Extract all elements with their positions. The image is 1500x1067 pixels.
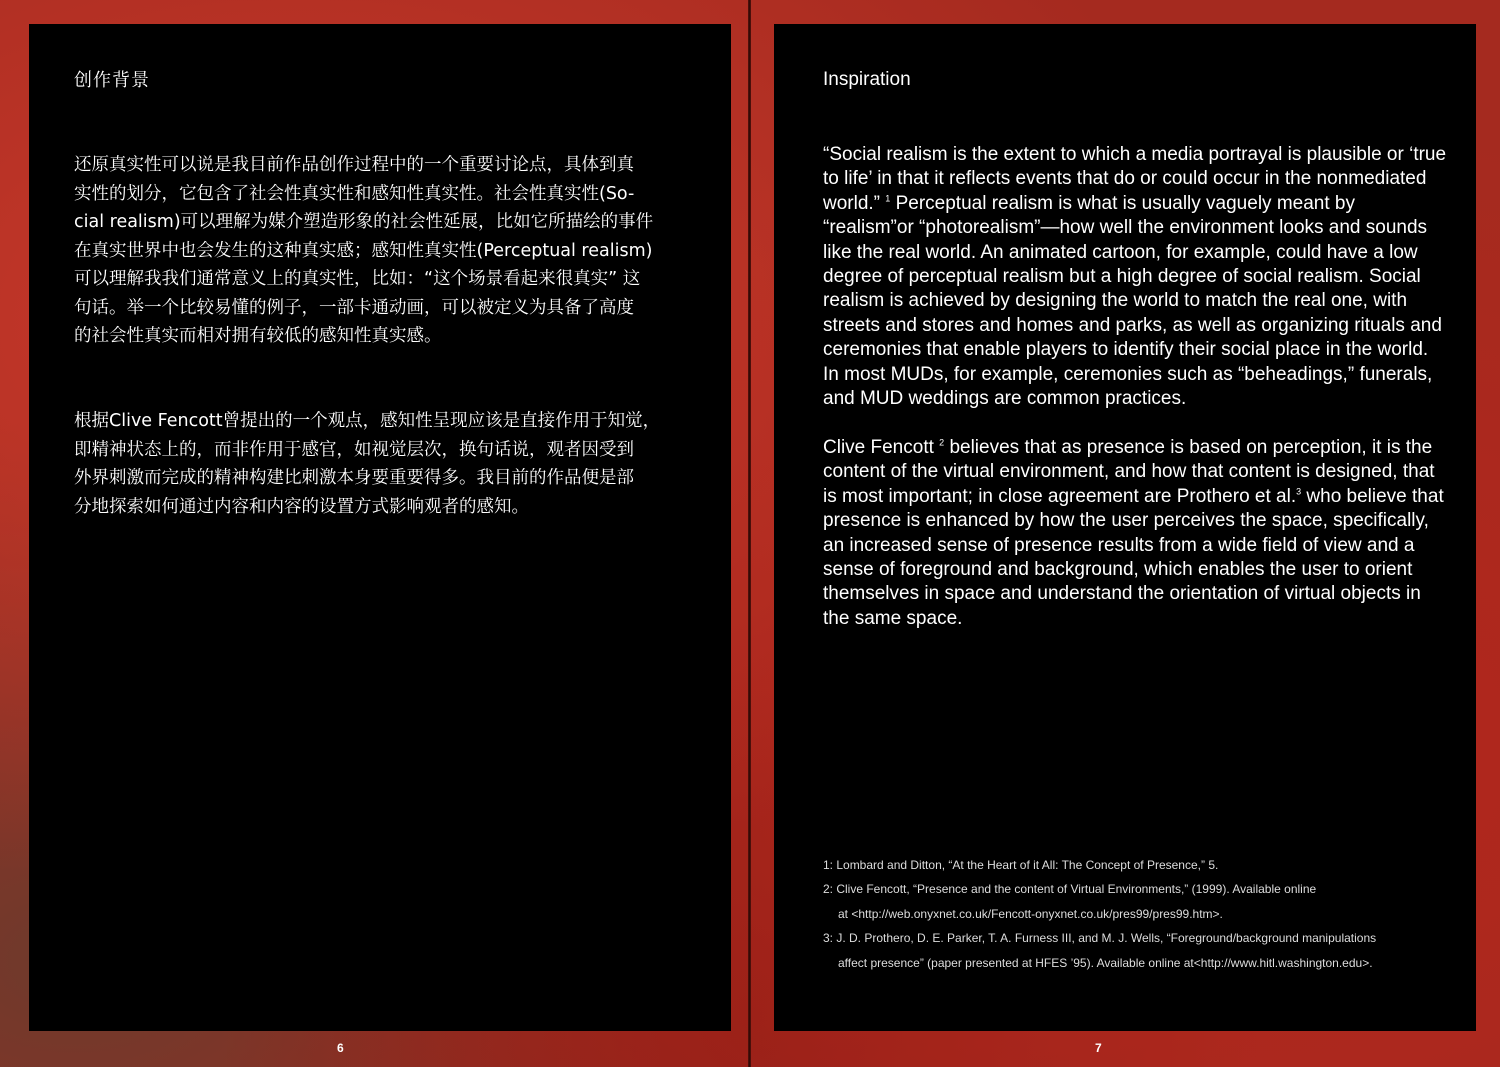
footnote-1: 1: Lombard and Ditton, “At the Heart of it All: The Concept of Presence,” 5. (823, 858, 1219, 872)
page-number-right: 7 (1095, 1041, 1102, 1055)
footnote-3: 3: J. D. Prothero, D. E. Parker, T. A. Furness III, and M. J. Wells, “Foreground/background manipulations (823, 931, 1377, 946)
left-page (29, 24, 731, 1031)
footnote-ref-2: 2 (939, 437, 945, 448)
footnotes (823, 853, 1463, 975)
right-page (774, 24, 1476, 1031)
footnote-2: 2: Clive Fencott, “Presence and the content of Virtual Environments,” (1999). Available online (823, 882, 1317, 897)
left-paragraph-2: 根据Clive Fencott曾提出的一个观点，感知性呈现应该是直接作用于知觉， 即精神状态上的，而非作用于感官，如视觉层次，换句话说，观者因受到 外界刺激而完成的精神构建比刺激本身要重要得多。我目前的作品便是部 分地探索如何通过内容和内容的设置方式影响观者的感知。 (74, 411, 661, 517)
spread-gutter (748, 0, 751, 1067)
right-paragraph-1 (823, 143, 1448, 411)
right-paragraph-2 (823, 436, 1448, 631)
footnote-ref-3: 3 (1296, 486, 1302, 497)
right-p2-text-c: who believe that presence is enhanced by how the user perceives the space, specifically, an increased sense of presence results from a wide field of view and a sense of foreground and background, which enables the user to orient themselves in space and understand the orientation of virtual objects in the same space. (823, 485, 1444, 629)
page-number-left: 6 (337, 1041, 344, 1055)
right-p1-text-a: “Social realism is the extent to which a media portrayal is plausible or ‘true to life’ in that it reflects events that do or could occur in the nonmediated world.” (823, 144, 1447, 214)
footnote-ref-1: 1 (885, 193, 891, 204)
footnote-2-continued: at <http://web.onyxnet.co.uk/Fencott-onyxnet.co.uk/pres99/pres99.htm>. (838, 906, 1223, 921)
right-p1-text-b: Perceptual realism is what is usually vaguely meant by “realism”or “photorealism”—how well the environment looks and sounds like the real world. An animated cartoon, for example, could have a low degree of perceptual realism but a high degree of social realism. Social realism is achieved by designing the world to match the real one, with streets and stores and homes and parks, as well as organizing rituals and ceremonies that enable players to identify their social place in the world. In most MUDs, for example, ceremonies such as “beheadings,” funerals, and MUD weddings are common practices. (823, 192, 1442, 410)
left-page-title: 创作背景 (74, 70, 150, 91)
right-p2-text-b: believes that as presence is based on perception, it is the content of the virtual environment, and how that content is designed, that is most important; in close agreement are Prothero et al. (823, 437, 1435, 507)
left-paragraph-1: 还原真实性可以说是我目前作品创作过程中的一个重要讨论点，具体到真 实性的划分，它包含了社会性真实性和感知性真实性。社会性真实性(So- cial realism)可以理解为媒介塑造形象的社会性延展，比如它所描绘的事件 在真实世界中也会发生的这种真实感；感知性真实性(Perceptual realism) 可以理解我我们通常意义上的真实性，比如：“这个场景看起来很真实” 这 句话。举一个比较易懂的例子，一部卡通动画，可以被定义为具备了高度 的社会性真实而相对拥有较低的感知性真实感。 (74, 155, 654, 346)
right-p2-text-a: Clive Fencott (823, 437, 934, 458)
right-page-title: Inspiration (823, 69, 911, 90)
footnote-3-continued: affect presence” (paper presented at HFES ’95). Available online at<http://www.hitl.washington.edu>. (838, 955, 1373, 970)
